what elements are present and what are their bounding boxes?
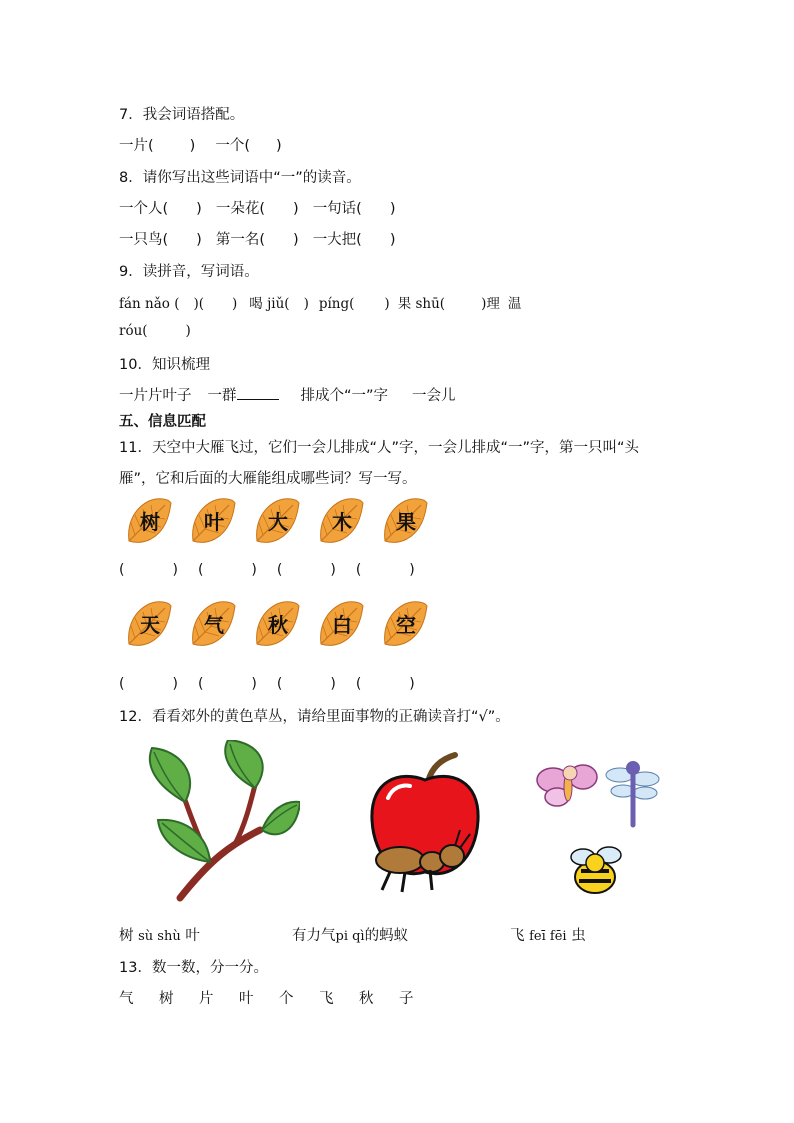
leaf-card [125,497,173,545]
q10-blank [237,387,279,400]
leaf-card [125,600,173,648]
answer-paren-open[interactable]: ( [119,676,125,692]
q9-pinyin: 喝 jiǔ( [249,296,290,312]
q10-item: 一会儿 [412,388,456,404]
leaf-character: 秋 [268,613,288,637]
answer-paren-close: ) [330,676,336,692]
pron-label-3-post: 虫 [571,928,586,944]
answer-paren-open[interactable]: ( [197,562,204,578]
answer-paren-close: ) [409,676,415,692]
answer-paren-close: ) [251,676,257,692]
answer-paren-close: ) [251,562,257,578]
pron-label-3 [510,924,586,945]
leaf-character: 天 [140,613,160,637]
q13-char: 子 [399,991,414,1007]
answer-paren-open[interactable]: ( [276,562,283,578]
q8-paren: ) [196,232,202,248]
q8-paren: ) [389,232,396,248]
q9-title: 9．读拼音，写词语。 [119,264,259,280]
q13-char: 秋 [359,991,374,1007]
leaf-character: 木 [332,510,352,534]
leaf-character: 果 [396,510,416,534]
q8-row-1 [119,197,396,218]
leaf-card [189,600,237,648]
q9-word: 温 [507,296,522,312]
q9-row-2 [119,323,191,339]
leaf-card [381,497,429,545]
leaf-card [317,600,365,648]
pron-label-2 [292,924,408,945]
q9-pinyin: píng( [318,296,355,312]
leaf-card [317,497,365,545]
answer-paren-close: ) [172,676,178,692]
q8-word: 一朵花( [215,201,266,217]
paren-row-2 [119,676,435,692]
q13-char: 叶 [239,991,254,1007]
q11-line-1: 11．天空中大雁飞过，它们一会儿排成“人”字，一会儿排成“一”字，第一只叫“头 [119,440,640,456]
section-five-heading: 五、信息匹配 [119,414,206,430]
q8-word: 第一名( [215,232,266,248]
leaf-branch-picture [140,740,300,910]
leaf-character: 空 [396,613,416,637]
leaf-character: 叶 [204,510,224,534]
q9-paren: ) [185,323,191,339]
leaf-row-2 [125,600,429,648]
q13-char: 树 [159,991,174,1007]
leaf-card [189,497,237,545]
q9-paren: ) [384,296,390,312]
leaf-card [381,600,429,648]
q12-title: 12．看看郊外的黄色草丛，请给里面事物的正确读音打“√”。 [119,709,510,725]
answer-paren-close: ) [409,562,415,578]
q8-word: 一个人( [119,201,169,217]
pron-label-1-post: 叶 [185,928,200,944]
q9-pinyin: róu( [119,323,148,339]
apple-ant-picture [360,750,490,900]
q8-word: 一句话( [312,201,362,217]
leaf-character: 大 [268,510,288,534]
q7-title: 7．我会词语搭配。 [119,107,245,123]
q9-paren: ) [303,296,309,312]
leaf-character: 气 [204,613,224,637]
q7-items [119,134,282,155]
q13-char: 气 [119,991,134,1007]
q10-item: 排成个“一”字 [300,388,389,404]
answer-paren-close: ) [172,562,178,578]
q8-paren: ) [389,201,396,217]
leaf-row-1 [125,497,429,545]
pron-label-2-pre: 有力气 [292,928,336,944]
q10-item: 一片片叶子 [119,388,192,404]
answer-paren-open[interactable]: ( [119,562,125,578]
q13-chars [119,987,439,1008]
q8-row-2 [119,228,396,249]
paren-row-1 [119,562,435,578]
q13-char: 飞 [319,991,334,1007]
q8-title: 8．请你写出这些词语中“一”的读音。 [119,170,361,186]
q10-title: 10．知识梳理 [119,357,210,373]
q8-paren: ) [293,232,299,248]
leaf-card [253,600,301,648]
q13-char: 片 [199,991,214,1007]
q7-item-2-close: ) [276,138,282,154]
q7-item-2-open: 一个( [215,138,251,154]
insects-picture [535,755,665,905]
q8-paren: ) [196,201,202,217]
q7-item-1-close: ) [189,138,196,154]
q13-title: 13．数一数，分一分。 [119,960,268,976]
q9-paren: ) [232,296,238,312]
q7-item-1-open: 一片( [119,138,154,154]
pron-label-1-pre: 树 [119,928,134,944]
pron-label-1 [119,924,200,945]
pron-label-2-post: 的蚂蚁 [364,928,409,944]
answer-paren-open[interactable]: ( [276,676,283,692]
q9-pinyin: 果 shū( [397,296,446,312]
answer-paren-open[interactable]: ( [355,562,362,578]
q10-items [119,384,456,405]
q8-word: 一只鸟( [119,232,169,248]
q9-pinyin: fán nǎo ( [119,296,180,312]
leaf-card [253,497,301,545]
leaf-character: 白 [332,613,352,637]
q13-char: 个 [279,991,294,1007]
q8-word: 一大把( [312,232,362,248]
answer-paren-open[interactable]: ( [355,676,362,692]
leaf-character: 树 [140,510,160,534]
q9-paren: )理 [481,296,500,312]
pron-label-3-pinyin[interactable]: feī fēi [529,929,567,944]
pron-label-2-pinyin[interactable]: pi qì [335,929,365,944]
q10-item: 一群 [207,388,237,404]
q8-paren: ) [293,201,299,217]
pron-label-1-pinyin[interactable]: sù shù [138,929,181,944]
pron-label-3-pre: 飞 [510,928,525,944]
answer-paren-open[interactable]: ( [197,676,204,692]
q9-row-1 [119,292,521,312]
answer-paren-close: ) [330,562,336,578]
q9-paren: )( [193,296,205,312]
q11-line-2: 雁”，它和后面的大雁能组成哪些词？写一写。 [119,471,417,487]
